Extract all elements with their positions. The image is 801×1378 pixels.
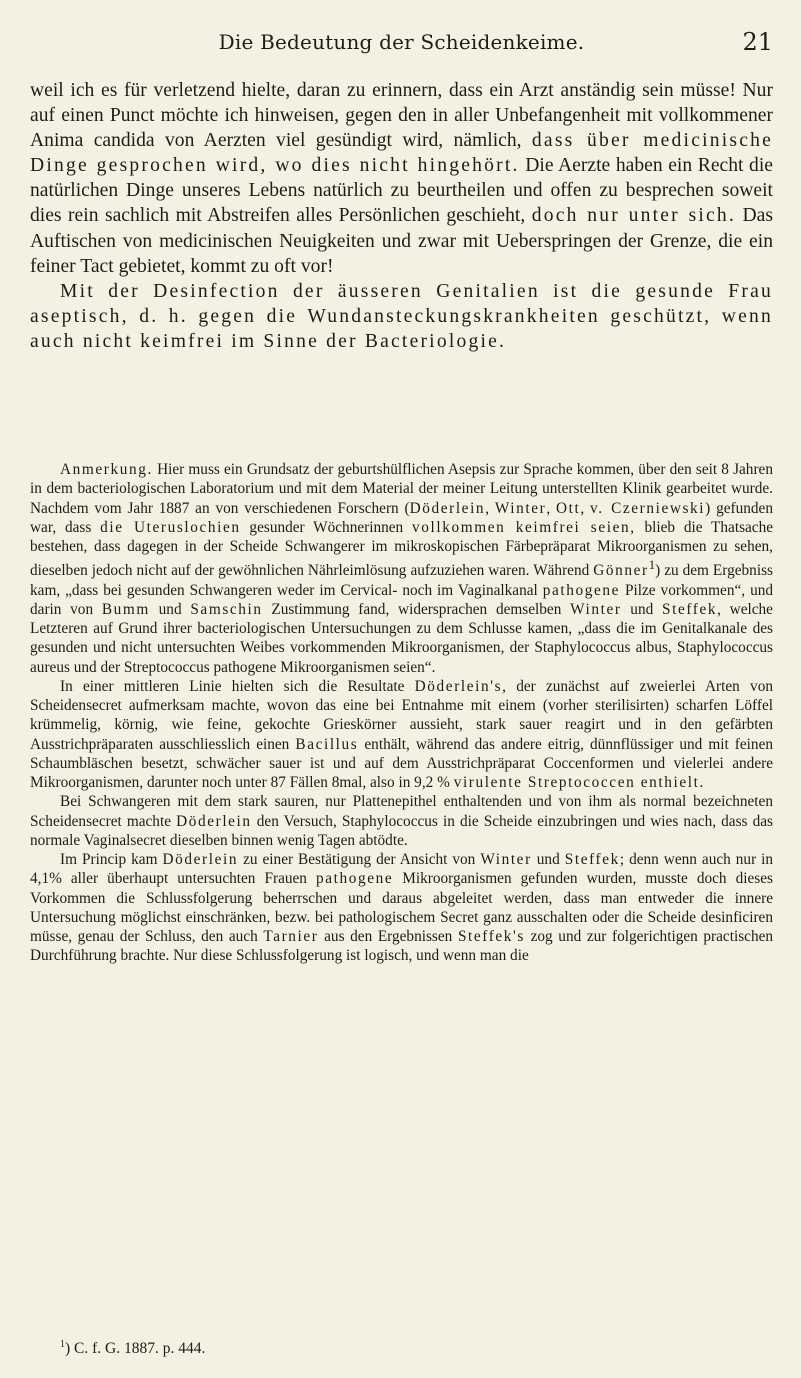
page-number: 21 [742, 28, 773, 56]
text-run: , welche Letzteren auf Grund ihrer bacteriologischen Untersuchungen zu dem Schlusse kamen, „dass die im Genitalkanale des gesunden und nicht untersuchten Weibes vorkommenden Mikroorganismen, der Staphylococcus albus, Staphylococcus aureus und der Streptococcus pathogene Mikroorganismen seien“. [30, 600, 773, 676]
author-name: Döderlein [409, 499, 486, 517]
author-name: Winter [570, 600, 622, 618]
text-run: zog und zur folgerichtigen practischen Durchführung brachte. Nur diese Schlussfolgerung ist logisch, und wenn man die [30, 928, 774, 965]
note-label: Anmerkung. [60, 461, 153, 478]
text-run: Hier muss ein Grundsatz der geburtshülflichen Asepsis zur Sprache kommen, über den seit 8 Jahren in dem bacteriologischen Laboratorium und mit dem Material der meiner Leitung unterstellten Klinik gearbeitet wurde. Nachdem vom Jahr 1887 an von verschiedenen Forschern ( [30, 461, 773, 517]
spaced-emphasis: die Uteruslochien [100, 518, 241, 536]
text-run: ) gefunden war, dass [30, 499, 773, 536]
note-paragraph-2 [30, 677, 773, 793]
author-name: Winter [494, 499, 547, 517]
text-run: und [630, 600, 654, 618]
main-text [30, 78, 773, 354]
annotation-block [30, 460, 773, 966]
spaced-emphasis: Bacillus [295, 735, 359, 753]
note-paragraph-4 [30, 850, 773, 966]
text-run: Im Princip kam [60, 851, 158, 869]
author-name: Döderlein [176, 812, 252, 830]
page-header [30, 30, 773, 66]
text-run: Bei Schwangeren mit dem stark sauren, nur Plattenepithel enthaltenden und von ihm als normal bezeichneten Scheidensecret machte [30, 793, 773, 830]
text-run: zu einer Bestätigung der Ansicht von [243, 851, 476, 869]
text-run: weil ich es für verletzend hielte, daran zu erinnern, dass ein Arzt anständig sein müsse! Nur auf einen Punct möchte ich hinweisen, gegen den in aller Unbefangenheit mit vollkommener Anima candida von Aerzten viel gesündigt wird, nämlich, [30, 80, 773, 152]
paragraph-2: Mit der Desinfection der äusseren Genitalien ist die gesunde Frau aseptisch, d. h. gegen die Wundansteckungskrankheiten geschützt, wenn auch nicht keimfrei im Sinne der Bacteriologie. [30, 280, 773, 352]
text-run: aus den Ergebnissen [324, 928, 453, 946]
text-run: ; denn wenn auch nur in 4,1% aller überhaupt untersuchten Frauen [30, 851, 774, 888]
footnote: $^1$) C. f. G. 1887. p. 444. [60, 1339, 206, 1358]
text-run: und [158, 600, 182, 618]
footnote-marker: 1 [60, 1339, 65, 1350]
author-name: Bumm [101, 600, 150, 618]
note-paragraph-1: Anmerkung. Hier muss ein Grundsatz der geburtshülflichen Asepsis zur Sprache kommen, über den seit 8 Jahren in dem bacteriologischen Laboratorium und mit dem Material der meiner Leitung unterstellten Klinik gearbeitet wurde. Nachdem vom Jahr 1887 an von verschiedenen Forschern (Döderlein, Winter, Ott, v. Czerniewski) gefunden war, dass die Uteruslochien gesunder Wöchnerinnen vollkommen keimfrei seien, blieb die Thatsache bestehen, dass dagegen in der Scheide Schwangerer im mikroskopischen Färbepräparat Mikroorganismen zu sehen, dieselben jedoch nicht auf der gewöhnlichen Nährleimlösung aufzuziehen waren. Während Gönner$^1$) zu dem Ergebniss kam, „dass bei gesunden Schwangeren weder im Cervical- noch im Vaginalkanal pathogene Pilze vorkommen“, und darin von Bumm und Samschin Zustimmung fand, widersprachen demselben Winter und Steffek, welche Letzteren auf Grund ihrer bacteriologischen Untersuchungen zu dem Schlusse kamen, „dass die im Genitalkanale des gesunden und nicht untersuchten Weibes vorkommenden Mikroorganismen, der Staphylococcus albus, Staphylococcus aureus und der Streptococcus pathogene Mikroorganismen seien“. [30, 461, 774, 676]
text-run: und [536, 851, 560, 869]
text-run: blieb die Thatsache bestehen, dass dagegen in der Scheide Schwangerer im mikroskopischen Färbepräparat Mikroorganismen zu sehen, dieselben jedoch nicht auf der gewöhnlichen Nährleimlösung aufzuziehen waren. Während [30, 518, 774, 580]
author-name: Döderlein [162, 851, 239, 869]
author-name: Steffek's [457, 928, 525, 946]
spaced-emphasis: doch nur unter sich. [531, 205, 737, 227]
author-name: Samschin [190, 600, 263, 618]
spaced-emphasis: vollkommen keimfrei seien, [412, 518, 636, 536]
text-run: den Versuch, Staphylococcus in die Scheide einzubringen und wies nach, dass das normale Vaginalsecret dieselben binnen wenig Tagen abtödte. [30, 812, 773, 849]
text-run: In einer mittleren Linie hielten sich die Resultate [60, 677, 405, 695]
footnote-text: C. f. G. 1887. p. 444. [74, 1340, 206, 1358]
text-run: Das Auftischen von medicinischen Neuigkeiten und zwar mit Ueberspringen der Grenze, die ein feiner Tact gebietet, kommt zu oft vor! [30, 205, 773, 277]
text-run: Mikroorganismen gefunden wurden, musste doch dieses Vorkommen die Schlussfolgerung beherrschen und daraus abgeleitet werden, dass man entweder die innere Untersuchung möglichst einschränken, bezw. bei pathologischem Secret ganz ausschalten oder die Scheide desinficiren müsse, genau der Schluss, den auch [30, 870, 773, 946]
author-name: v. Czerniewski [589, 499, 706, 517]
author-name: Steffek [661, 600, 718, 618]
author-name: Winter [480, 851, 532, 869]
text-run: Zustimmung fand, widersprachen demselben [271, 600, 562, 618]
text-run: , der zunächst auf zweierlei Arten von Scheidensecret aufmerksam machte, wovon das eine bei Entnahme mit einem (vorher sterilisirten) scharfen Löffel krümmelig, körnig, wie feine, gekochte Grieskörner aussieht, stark sauer reagirt und in den gefärbten Ausstrichpräparaten ausschliesslich einen [30, 677, 773, 753]
running-title: Die Bedeutung der Scheidenkeime. [218, 30, 585, 54]
text-run: Pilze vorkommen“, und darin von [30, 581, 774, 618]
author-name: Steffek [564, 851, 620, 869]
spaced-emphasis: dass über medicinische Dinge gesprochen wird, wo dies nicht hingehört. [30, 130, 773, 177]
author-name: Tarnier [263, 928, 319, 946]
spaced-emphasis: virulente Streptococcen enthielt. [453, 774, 705, 792]
note-paragraph-3 [30, 792, 773, 850]
author-name: Ott [555, 499, 581, 517]
spaced-emphasis: pathogene [542, 581, 621, 599]
text-run: gesunder Wöchnerinnen [249, 518, 404, 536]
author-name: Döderlein's [414, 677, 503, 695]
spaced-emphasis: pathogene [315, 870, 394, 888]
author-name: Gönner [593, 562, 649, 580]
text-run: enthält, während das andere eitrig, dünnflüssiger und mit feinen Schaumbläschen besetzt, schwächer sauer ist und auf dem Ausstrichpräparat Coccenformen und vielerlei andere Mikroorganismen, darunter noch unter 87 Fällen 8mal, also in 9,2 % [30, 735, 774, 792]
footnote-ref: 1 [648, 558, 656, 573]
paragraph-1 [30, 78, 773, 279]
text-run: Die Aerzte haben ein Recht die natürlichen Dinge unseres Lebens natürlich zu beurtheilen und offen zu besprechen soweit dies rein sachlich mit Abstreifen alles Persönlichen geschieht, [30, 155, 773, 227]
text-run: zu dem Ergebniss kam, „dass bei gesunden Schwangeren weder im Cervical- noch im Vaginalkanal [30, 562, 773, 599]
